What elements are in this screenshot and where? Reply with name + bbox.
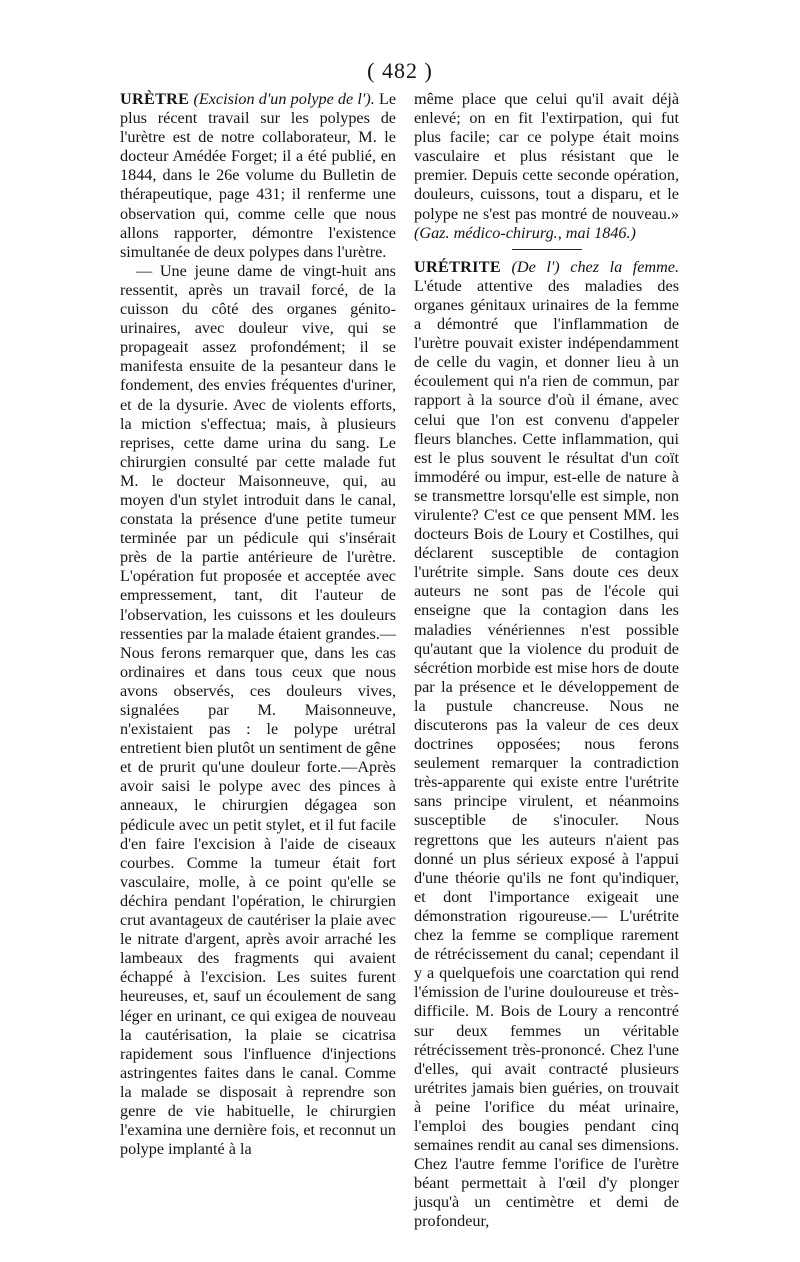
article-heading: URÉTRITE [414, 257, 501, 276]
article-paragraph: Le plus récent travail sur les polypes de l'urètre est de notre collaborateur, M. le docteur Amédée Forget; il a été publié, en 1844, dans le 26e volume du Bulletin de thérapeutique, page 431; il renferme une observation qui, comme celle que nous allons rapporter, démontre l'existence simultanée de deux polypes dans l'urètre. [120, 90, 397, 261]
article-continuation [414, 90, 679, 243]
article-paragraph: L'étude attentive des maladies des organes génitaux urinaires de la femme a démontré que l'inflammation de l'urètre pouvait exister indépendamment de celle du vagin, et donner lieu à un écoulement qui n'a rien de commun, par rapport à la source d'où il émane, avec celui que l'on est convenu d'appeler fleurs blanches. Cette inflammation, qui est le plus souvent le résultat d'un coït immodéré ou impur, est-elle de nature à se transmettre lorsqu'elle est simple, non virulente? C'est ce que pensent MM. les docteurs Bois de Loury et Costilhes, qui déclarent susceptible de contagion l'urétrite simple. Sans doute ces deux auteurs ne sont pas de l'école qui enseigne que la contagion dans les maladies vénériennes n'est possible qu'autant que la violence du produit de sécrétion morbide est mise hors de doute par la présence et le développement de la pustule chancreuse. Nous ne discuterons pas la valeur de ces deux doctrines opposées; nous ferons seulement remarquer la contradiction très-apparente qui existe entre l'urétrite sans principe virulent, et néanmoins susceptible de s'inoculer. Nous regrettons que les auteurs n'aient pas donné un plus sérieux exposé à l'appui d'une théorie qu'ils ne font qu'indiquer, et dont l'importance exigeait une démonstration rigoureuse.— L'urétrite chez la femme se complique rarement de rétrécissement du canal; cependant il y a quelquefois une coarctation qui rend l'émission de l'urine douloureuse et très-difficile. M. Bois de Loury a rencontré sur deux femmes un véritable rétrécissement très-prononcé. Chez l'une d'elles, qui avait contracté plusieurs urétrites jamais bien guéries, on trouvait à peine l'orifice du méat urinaire, l'emploi des bougies pendant cinq semaines rendit au canal ses dimensions. Chez l'autre femme l'orifice de l'urètre béant permettait à l'œil d'y plonger jusqu'à un centimètre et demi de profondeur, [414, 276, 679, 1231]
section-divider [512, 249, 582, 250]
article-heading-note: (Excision d'un polype de l'). [193, 90, 375, 108]
right-column [414, 90, 679, 1232]
article-heading: URÈTRE [120, 90, 190, 108]
page-number: ( 482 ) [367, 58, 433, 83]
left-column [120, 90, 396, 1159]
article-paragraph: même place que celui qu'il avait déjà enlevé; on en fit l'extirpation, qui fut plus facile; car ce polype était moins vasculaire et plus résistant que le premier. Depuis cette seconde opération, douleurs, cuissons, tout a disparu, et le polype ne s'est pas montré de nouveau.» [414, 90, 679, 223]
article-urethre [120, 90, 396, 262]
article-uretrite [414, 258, 679, 1232]
article-heading-note: (De l') chez la femme. [511, 257, 680, 276]
article-paragraph: — Une jeune dame de vingt-huit ans ressentit, après un travail forcé, de la cuisson du côté des organes génito-urinaires, avec douleur vive, qui se propageait assez profondément; il se manifesta ensuite de la pesanteur dans le fondement, des envies fréquentes d'uriner, et de la dysurie. Avec de violents efforts, la miction s'effectua; mais, à plusieurs reprises, cette dame urina du sang. Le chirurgien consulté par cette malade fut M. le docteur Maisonneuve, qui, au moyen d'un stylet introduit dans le canal, constata la présence d'une petite tumeur terminée par un pédicule qui s'insérait près de la partie antérieure de l'urètre. L'opération fut proposée et acceptée avec empressement, tant, dit l'auteur de l'observation, les cuissons et les douleurs ressenties par la malade étaient grandes.—Nous ferons remarquer que, dans les cas ordinaires et dans tous ceux que nous avons observés, ces douleurs vives, signalées par M. Maisonneuve, n'existaient pas : le polype urétral entretient bien plutôt un sentiment de gêne et de prurit qu'une douleur forte.—Après avoir saisi le polype avec des pinces à anneaux, le chirurgien dégagea son pédicule avec un petit stylet, et il fut facile d'en faire l'excision à l'aide de ciseaux courbes. Comme la tumeur était fort vasculaire, molle, à ce point qu'elle se déchira pendant l'opération, le chirurgien crut avantageux de cautériser la plaie avec le nitrate d'argent, après avoir arraché les lambeaux des fragments qui avaient échappé à l'excision. Les suites furent heureuses, et, sauf un écoulement de sang léger en urinant, ce qui exigea de nouveau la cautérisation, la plaie se cicatrisa rapidement sous l'influence d'injections astringentes faites dans le canal. Comme la malade se disposait à reprendre son genre de vie habituelle, le chirurgien l'examina une dernière fois, et reconnut un polype implanté à la [120, 261, 397, 1159]
article-citation: (Gaz. médico-chirurg., mai 1846.) [414, 223, 636, 242]
